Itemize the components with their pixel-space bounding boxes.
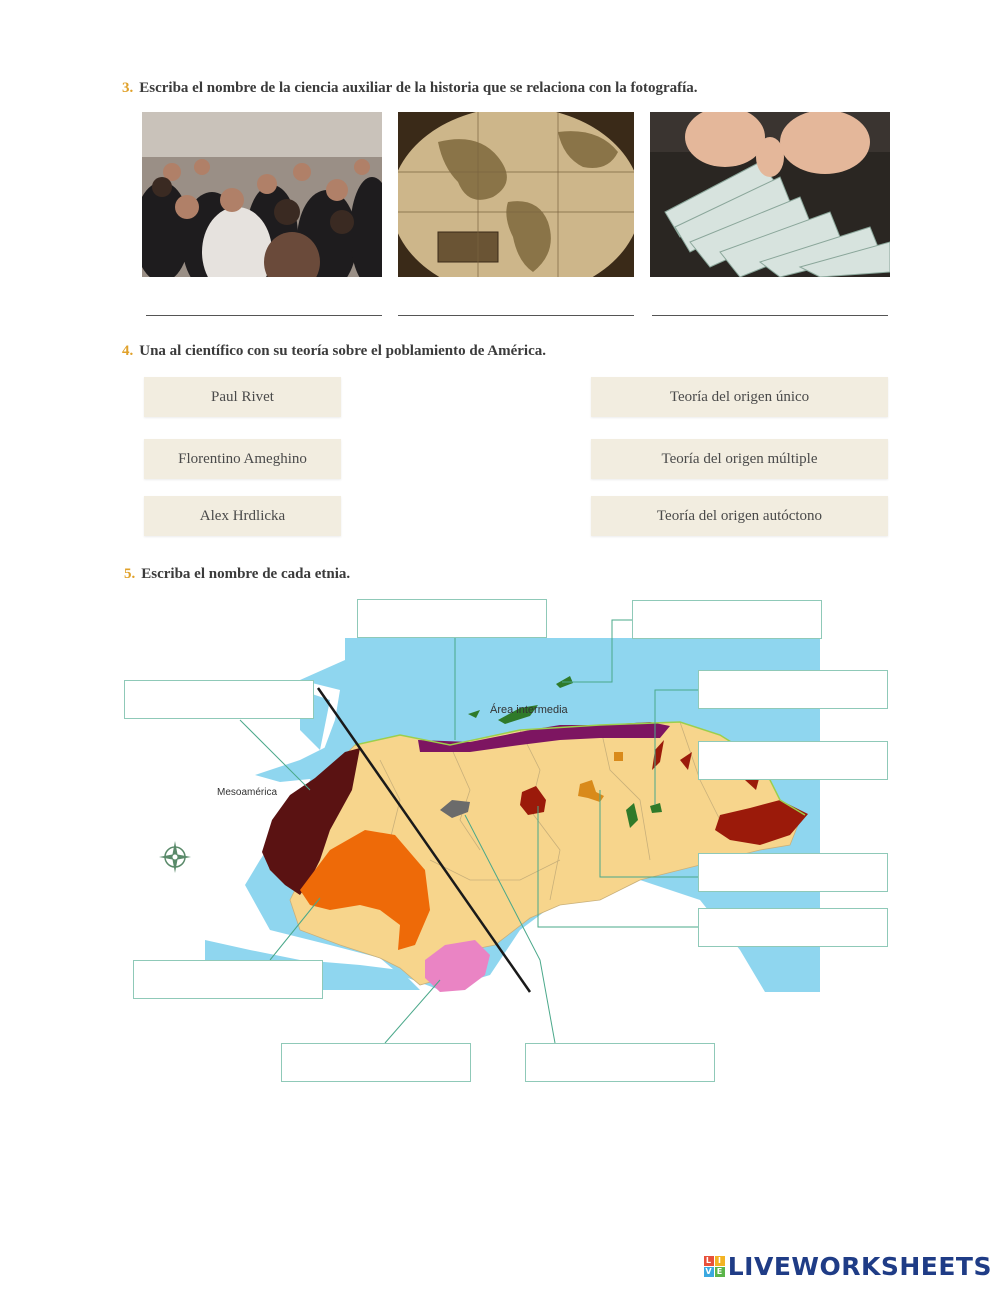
scientist-card-rivet[interactable]: Paul Rivet	[144, 377, 341, 417]
logo-letter: E	[715, 1267, 725, 1277]
question-text: Escriba el nombre de cada etnia.	[141, 566, 351, 582]
question-text: Escriba el nombre de la ciencia auxiliar de la historia que se relaciona con la fotografía.	[139, 80, 698, 96]
ethnic-answer-box-4[interactable]	[698, 670, 888, 709]
question-text: Una al científico con su teoría sobre el poblamiento de América.	[139, 343, 547, 359]
scientist-card-hrdlicka[interactable]: Alex Hrdlicka	[144, 496, 341, 536]
compass-icon	[159, 841, 191, 873]
theory-card-unico[interactable]: Teoría del origen único	[591, 377, 888, 417]
ethnic-answer-box-2[interactable]	[632, 600, 822, 639]
logo-letter: L	[704, 1256, 714, 1266]
theory-card-autoctono[interactable]: Teoría del origen autóctono	[591, 496, 888, 536]
liveworksheets-logo[interactable]	[704, 1252, 992, 1281]
ethnic-answer-box-7[interactable]	[698, 908, 888, 947]
ethnic-answer-box-9[interactable]	[281, 1043, 471, 1082]
ethnic-answer-box-1[interactable]	[357, 599, 547, 638]
area-intermedia-label: Área intermedia	[490, 704, 568, 716]
question-number: 3.	[122, 80, 134, 96]
logo-letter: V	[705, 1267, 713, 1276]
question-number: 5.	[124, 566, 136, 582]
mesoamerica-label: Mesoamérica	[217, 787, 278, 798]
theory-card-multiple[interactable]: Teoría del origen múltiple	[591, 439, 888, 479]
logo-letter: I	[715, 1256, 725, 1266]
ethnic-answer-box-10[interactable]	[525, 1043, 715, 1082]
ethnic-answer-box-8[interactable]	[133, 960, 323, 999]
scientist-card-ameghino[interactable]: Florentino Ameghino	[144, 439, 341, 479]
question-number: 4.	[122, 343, 134, 359]
ethnic-answer-box-5[interactable]	[698, 741, 888, 780]
brand-name: LIVEWORKSHEETS	[727, 1252, 992, 1281]
ethnic-answer-box-3[interactable]	[124, 680, 314, 719]
logo-grid-icon	[704, 1256, 725, 1277]
orange-patch	[614, 752, 623, 761]
ethnic-answer-box-6[interactable]	[698, 853, 888, 892]
